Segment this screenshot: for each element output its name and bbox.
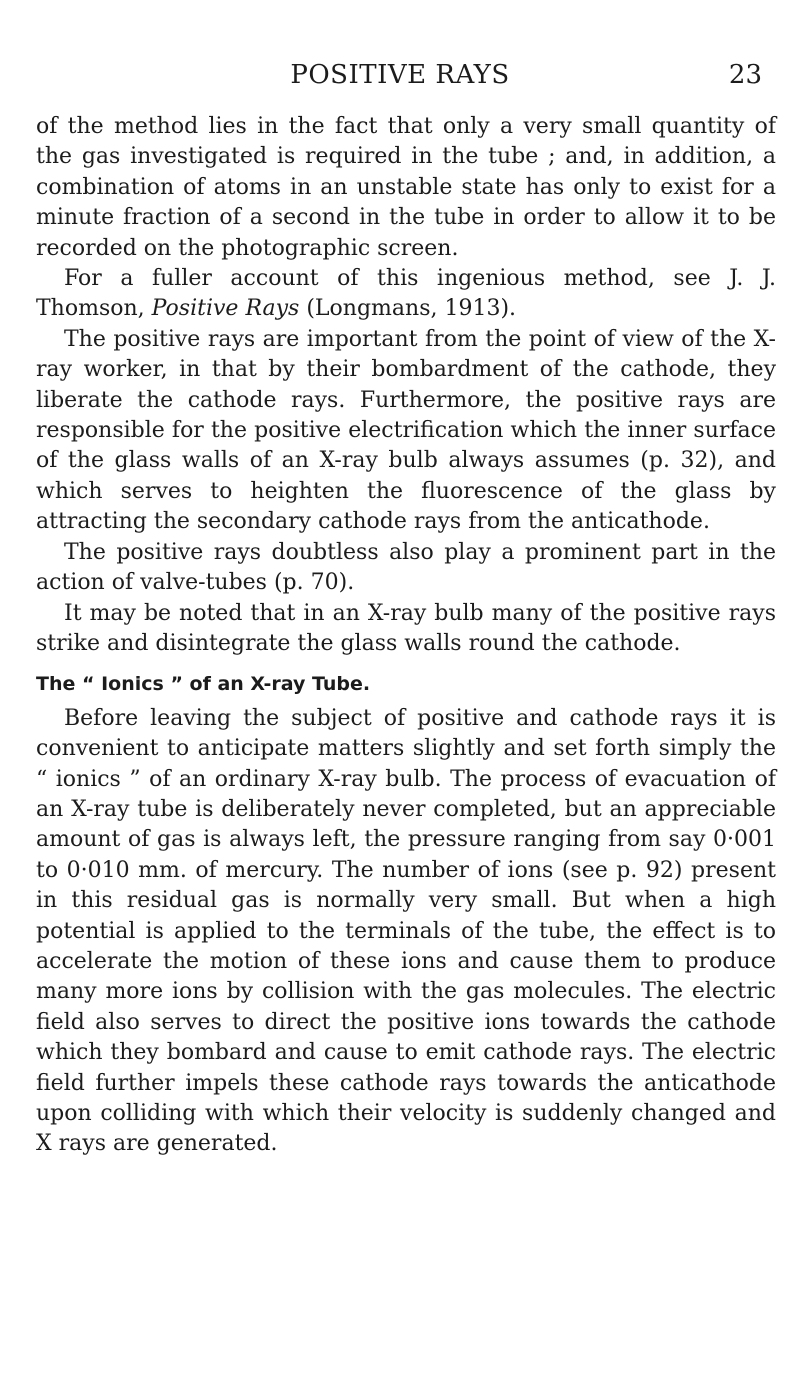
page-header [0, 60, 800, 100]
reference-text-after: (Longmans, 1913). [299, 296, 517, 322]
section-heading: The “ Ionics ” of an X-ray Tube. [36, 673, 371, 696]
book-title: Positive Rays [151, 296, 300, 322]
running-head: POSITIVE RAYS [290, 60, 510, 90]
body-text [36, 112, 776, 1160]
paragraph: The positive rays are important from the point of view of the X-ray worker, in that by their bombardment of the cathode, they liberate the cathode rays. Furthermore, the positive rays are responsible for the positive electrification which the inner surface of the glass walls of an X-ray bulb always assumes (p. 32), and which serves to heighten the fluorescence of the glass by attracting the secondary cathode rays from the anticathode. [36, 326, 776, 535]
paragraph-continuation: of the method lies in the fact that only a very small quantity of the gas investigated is required in the tube ; and, in addition, a combination of atoms in an unstable state has only to exist for a minute fraction of a second in the tube in order to allow it to be recorded on the photographic screen. [36, 114, 776, 261]
paragraph-reference [36, 264, 776, 325]
paragraph: The positive rays doubtless also play a prominent part in the action of valve-tubes (p. 70). [36, 539, 776, 596]
paragraph: It may be noted that in an X-ray bulb many of the positive rays strike and disintegrate the glass walls round the cathode. [36, 600, 776, 656]
reference-text-before: For a fuller account of this ingenious method, see J. J. Thomson, [36, 266, 776, 322]
paragraph: Before leaving the subject of positive and cathode rays it is convenient to anticipate matters slightly and set forth simply the “ ionics ” of an ordinary X-ray bulb. The process of evacuation of an X-ray tube is deliberately never completed, but an appreciable amount of gas is always left, the pressure ranging from say 0·001 to 0·010 mm. of mercury. The number of ions (see p. 92) present in this residual gas is normally very small. But when a high potential is applied to the terminals of the tube, the effect is to accelerate the motion of these ions and cause them to produce many more ions by collision with the gas molecules. The electric field also serves to direct the positive ions towards the cathode which they bombard and cause to emit cathode rays. The electric field further impels these cathode rays towards the anticathode upon colliding with which their velocity is suddenly changed and X rays are generated. [36, 705, 776, 1157]
page-number: 23 [728, 60, 762, 90]
